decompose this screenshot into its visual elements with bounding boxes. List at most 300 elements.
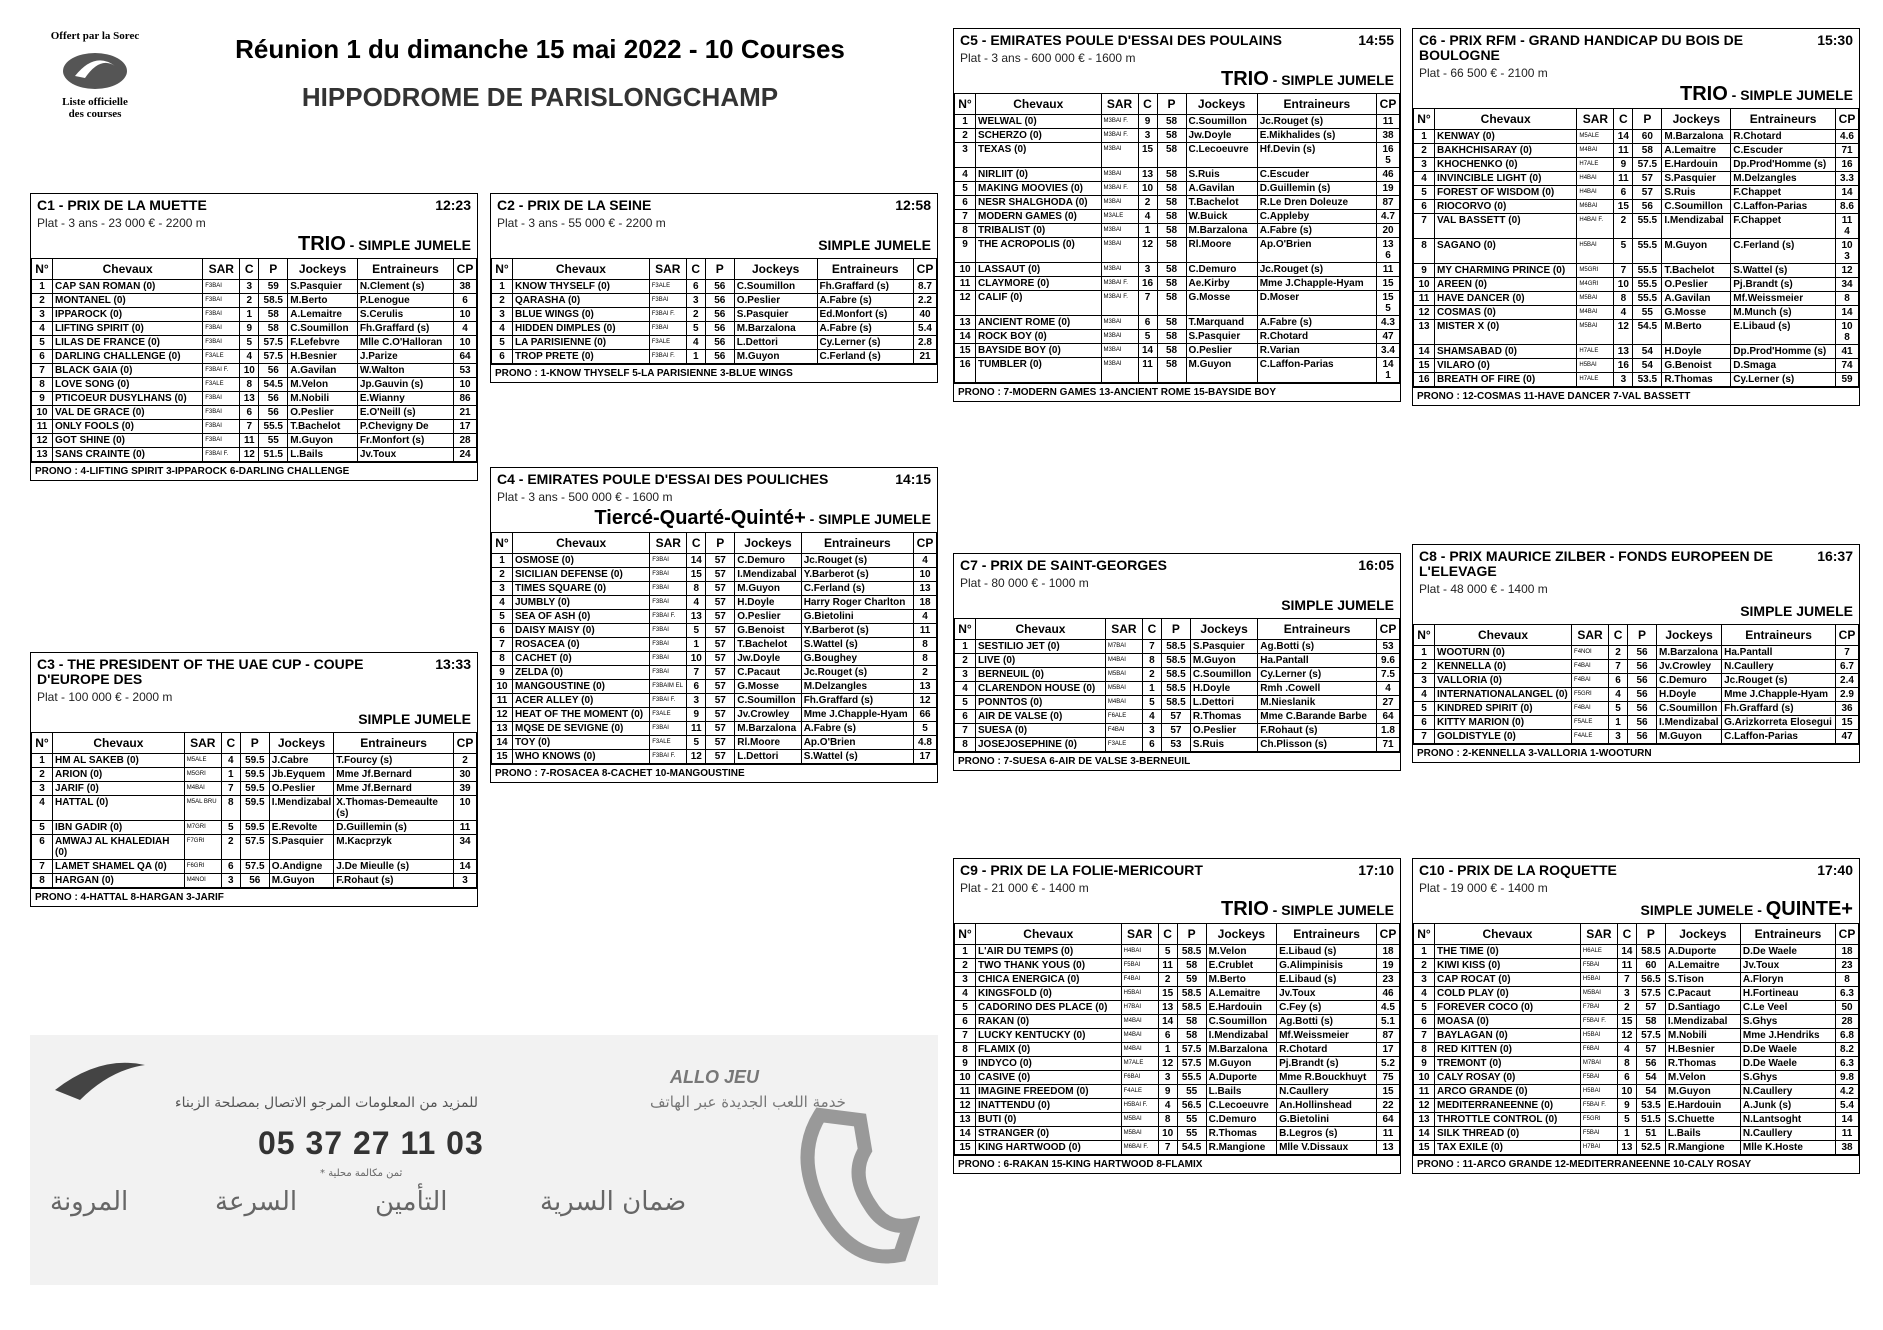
table-cell: M3BAI F. bbox=[1101, 115, 1138, 129]
table-cell: IPPAROCK (0) bbox=[53, 308, 203, 322]
column-header: Jockeys bbox=[734, 259, 817, 280]
table-cell: 15 bbox=[1614, 200, 1633, 214]
table-cell: 53.5 bbox=[1636, 1099, 1665, 1113]
table-cell: F4BAI bbox=[1105, 724, 1142, 738]
race-title-bar bbox=[31, 653, 477, 687]
table-cell: FOREST OF WISDOM (0) bbox=[1435, 186, 1577, 200]
table-cell: 55.5 bbox=[259, 420, 288, 434]
table-cell: I.Mendizabal bbox=[1665, 1015, 1740, 1029]
table-cell: F3BAI bbox=[203, 392, 240, 406]
table-cell: 15 bbox=[955, 1141, 976, 1155]
table-cell: E.Hardouin bbox=[1662, 158, 1731, 172]
table-cell: Cy.Lerner (s) bbox=[1731, 373, 1836, 387]
table-cell: 14 bbox=[1158, 1015, 1177, 1029]
table-cell: 58.5 bbox=[1161, 682, 1190, 696]
table-cell: F.Chappet bbox=[1731, 214, 1836, 239]
race-prono: PRONO : 7-ROSACEA 8-CACHET 10-MANGOUSTINE bbox=[491, 764, 937, 782]
table-cell: 3 bbox=[1609, 730, 1628, 744]
table-cell: A.Fabre (s) bbox=[1257, 316, 1376, 330]
table-cell: 2.2 bbox=[914, 294, 937, 308]
table-cell: H.Fortineau bbox=[1740, 987, 1835, 1001]
table-cell: 5.1 bbox=[1377, 1015, 1400, 1029]
table-cell: O.Peslier bbox=[288, 406, 358, 420]
table-row bbox=[492, 722, 937, 736]
table-cell: 15 bbox=[492, 750, 513, 764]
table-cell: F3ALE bbox=[650, 736, 687, 750]
race-time: 12:58 bbox=[895, 197, 931, 213]
table-cell: 8 bbox=[32, 378, 53, 392]
table-cell: 13 bbox=[1377, 1141, 1400, 1155]
table-cell: 5 bbox=[32, 336, 53, 350]
table-cell: 56 bbox=[705, 280, 734, 294]
table-row bbox=[955, 316, 1400, 330]
table-row bbox=[492, 652, 937, 666]
table-cell: ANCIENT ROME (0) bbox=[976, 316, 1102, 330]
table-cell: C.Soumillon bbox=[1190, 668, 1257, 682]
table-cell: 14 bbox=[1836, 1113, 1859, 1127]
table-cell: F5BAI bbox=[1121, 959, 1158, 973]
table-cell: TEXAS (0) bbox=[976, 143, 1102, 168]
table-cell: 5 bbox=[955, 182, 976, 196]
table-cell: 56 bbox=[259, 364, 288, 378]
table-cell: 1 bbox=[240, 308, 259, 322]
table-cell: F4ALE bbox=[1572, 730, 1609, 744]
bet-small: SIMPLE JUMELE - bbox=[1640, 902, 1766, 918]
table-cell: M.Barzalona bbox=[735, 722, 801, 736]
table-cell: BLUE WINGS (0) bbox=[513, 308, 650, 322]
table-cell: BREATH OF FIRE (0) bbox=[1435, 373, 1577, 387]
table-cell: F5BAI bbox=[1580, 959, 1617, 973]
table-cell: P.Chevigny De bbox=[357, 420, 453, 434]
table-cell: 2 bbox=[492, 568, 513, 582]
table-cell: 10 bbox=[454, 796, 477, 821]
table-cell: 5 bbox=[1414, 702, 1435, 716]
table-row bbox=[955, 224, 1400, 238]
table-cell: 4 bbox=[1142, 710, 1161, 724]
table-cell: Y.Barberot (s) bbox=[801, 568, 913, 582]
table-row bbox=[1414, 660, 1859, 674]
table-cell: 51.5 bbox=[1636, 1113, 1665, 1127]
table-cell: F3BAI bbox=[650, 652, 687, 666]
column-header: Entraineurs bbox=[817, 259, 913, 280]
column-header: Entraineurs bbox=[334, 733, 454, 754]
table-row bbox=[1414, 646, 1859, 660]
table-cell: M3BAI bbox=[1101, 196, 1138, 210]
table-cell: 10 bbox=[454, 308, 477, 322]
table-cell: 10 bbox=[32, 406, 53, 420]
table-cell: 57 bbox=[706, 708, 735, 722]
column-header: Entraineurs bbox=[1257, 94, 1376, 115]
table-cell: F5BAI bbox=[1580, 1127, 1617, 1141]
table-cell: 13 bbox=[955, 316, 976, 330]
column-header: Jockeys bbox=[1665, 924, 1740, 945]
table-cell: 3 bbox=[955, 973, 976, 987]
race-card-c8 bbox=[1412, 544, 1860, 763]
table-row bbox=[32, 768, 477, 782]
table-cell: 7 bbox=[687, 666, 706, 680]
runners-table bbox=[1413, 624, 1859, 744]
table-row bbox=[955, 1071, 1400, 1085]
table-cell: M4BAI bbox=[184, 782, 221, 796]
table-cell: M4BAI bbox=[1105, 696, 1142, 710]
column-header: C bbox=[1158, 924, 1177, 945]
table-cell: 55 bbox=[1177, 1113, 1206, 1127]
table-cell: N.Caullery bbox=[1740, 1127, 1835, 1141]
table-cell: 15 bbox=[1138, 143, 1157, 168]
table-row bbox=[955, 330, 1400, 344]
race-name: C10 - PRIX DE LA ROQUETTE bbox=[1419, 862, 1617, 878]
table-cell: 9 bbox=[955, 238, 976, 263]
column-header: N° bbox=[492, 259, 513, 280]
table-cell: OSMOSE (0) bbox=[513, 554, 650, 568]
table-row bbox=[1414, 1071, 1859, 1085]
table-cell: 39 bbox=[454, 782, 477, 796]
table-cell: 58.5 bbox=[1161, 668, 1190, 682]
race-name: C7 - PRIX DE SAINT-GEORGES bbox=[960, 557, 1167, 573]
table-cell: LASSAUT (0) bbox=[976, 263, 1102, 277]
table-cell: M4BAI bbox=[1577, 306, 1614, 320]
table-cell: KENNELLA (0) bbox=[1435, 660, 1572, 674]
table-cell: 14 bbox=[955, 1127, 976, 1141]
table-cell: L.Bails bbox=[288, 448, 358, 462]
table-cell: A.Lemaitre bbox=[288, 308, 358, 322]
table-cell: THROTTLE CONTROL (0) bbox=[1435, 1113, 1581, 1127]
table-cell: 57.5 bbox=[240, 835, 269, 860]
table-cell: 2 bbox=[686, 308, 705, 322]
table-cell: 2 bbox=[32, 768, 53, 782]
table-cell: 8 bbox=[1836, 292, 1859, 306]
table-cell: 6 bbox=[1142, 738, 1161, 752]
table-cell: O.Andigne bbox=[269, 860, 333, 874]
table-cell: 57 bbox=[706, 596, 735, 610]
table-cell: 14 bbox=[1836, 186, 1859, 200]
table-cell: A.Lemaitre bbox=[1662, 144, 1731, 158]
column-header: CP bbox=[914, 533, 937, 554]
column-header: N° bbox=[32, 259, 53, 280]
table-cell: M3BAI bbox=[1101, 344, 1138, 358]
table-cell: 58 bbox=[1157, 196, 1186, 210]
table-cell: 1 bbox=[1138, 224, 1157, 238]
table-cell: 4 bbox=[1377, 682, 1400, 696]
table-row bbox=[1414, 730, 1859, 744]
table-row bbox=[1414, 1127, 1859, 1141]
column-header: CP bbox=[1377, 924, 1400, 945]
table-cell: 57 bbox=[706, 736, 735, 750]
table-cell: I.Mendizabal bbox=[1206, 1029, 1276, 1043]
table-cell: Ed.Monfort (s) bbox=[817, 308, 913, 322]
table-cell: 15 5 bbox=[1377, 291, 1400, 316]
table-cell: 2 bbox=[1617, 1001, 1636, 1015]
table-row bbox=[492, 280, 937, 294]
race-time: 14:55 bbox=[1358, 32, 1394, 48]
table-cell: R.Chotard bbox=[1257, 330, 1376, 344]
table-cell: 4 bbox=[955, 682, 976, 696]
table-row bbox=[492, 736, 937, 750]
table-row bbox=[955, 291, 1400, 316]
race-conditions: Plat - 3 ans - 23 000 € - 2200 m bbox=[37, 216, 206, 230]
table-cell: 8 bbox=[1836, 973, 1859, 987]
table-cell: F5GRI bbox=[1572, 688, 1609, 702]
table-cell: LOVE SONG (0) bbox=[53, 378, 203, 392]
table-cell: 8 bbox=[914, 638, 937, 652]
table-row bbox=[1414, 702, 1859, 716]
column-header: P bbox=[1161, 619, 1190, 640]
table-cell: Mme Jf.Bernard bbox=[334, 782, 454, 796]
table-cell: S.Pasquier bbox=[269, 835, 333, 860]
table-cell: 4 bbox=[914, 554, 937, 568]
table-row bbox=[32, 821, 477, 835]
column-header: Entraineurs bbox=[1740, 924, 1835, 945]
table-cell: Jp.Gauvin (s) bbox=[357, 378, 453, 392]
table-cell: 58 bbox=[1177, 1015, 1206, 1029]
table-cell: 15 bbox=[1836, 716, 1859, 730]
table-cell: 7 bbox=[1138, 291, 1157, 316]
table-cell: 2 bbox=[1414, 959, 1435, 973]
table-cell: M3BAI F. bbox=[1101, 182, 1138, 196]
column-header: SAR bbox=[203, 259, 240, 280]
table-cell: MQSE DE SEVIGNE (0) bbox=[513, 722, 650, 736]
table-cell: C.Soumillon bbox=[1662, 200, 1731, 214]
table-cell: 13 bbox=[240, 392, 259, 406]
table-cell: Jv.Toux bbox=[357, 448, 453, 462]
table-cell: Dp.Prod'Homme (s) bbox=[1731, 158, 1836, 172]
table-cell: MANGOUSTINE (0) bbox=[513, 680, 650, 694]
table-cell: M7ALE bbox=[1121, 1057, 1158, 1071]
table-cell: 4 bbox=[955, 168, 976, 182]
table-cell: L'AIR DU TEMPS (0) bbox=[976, 945, 1122, 959]
table-cell: 3 bbox=[492, 582, 513, 596]
table-cell: 4 bbox=[1158, 1099, 1177, 1113]
table-cell: 56 bbox=[705, 336, 734, 350]
table-cell: 3 bbox=[492, 308, 513, 322]
table-cell: 58 bbox=[1157, 330, 1186, 344]
table-cell: 57 bbox=[706, 680, 735, 694]
table-cell: 10 bbox=[955, 263, 976, 277]
table-cell: 3 bbox=[687, 694, 706, 708]
table-cell: F4BAI bbox=[1572, 660, 1609, 674]
table-cell: 9 bbox=[492, 666, 513, 680]
table-cell: 58 bbox=[1177, 959, 1206, 973]
column-header: Jockeys bbox=[1190, 619, 1257, 640]
table-cell: TOY (0) bbox=[513, 736, 650, 750]
table-cell: 15 bbox=[1377, 277, 1400, 291]
table-cell: S.Pasquier bbox=[288, 280, 358, 294]
table-cell: 2 bbox=[955, 654, 976, 668]
table-cell: G.Arizkorreta Elosegui bbox=[1722, 716, 1836, 730]
column-header: Chevaux bbox=[1435, 625, 1572, 646]
table-cell: H5BAI bbox=[1580, 1085, 1617, 1099]
table-cell: COLD PLAY (0) bbox=[1435, 987, 1581, 1001]
table-row bbox=[1414, 987, 1859, 1001]
table-cell: NIRLIIT (0) bbox=[976, 168, 1102, 182]
table-cell: 55 bbox=[1177, 1085, 1206, 1099]
table-cell: Mlle C.O'Halloran bbox=[357, 336, 453, 350]
table-cell: M5BAI bbox=[1577, 292, 1614, 306]
column-header: C bbox=[686, 259, 705, 280]
table-cell: H.Doyle bbox=[1662, 345, 1731, 359]
table-cell: 11 bbox=[1414, 1085, 1435, 1099]
table-cell: Rl.Moore bbox=[735, 736, 801, 750]
table-cell: 12 bbox=[955, 1099, 976, 1113]
table-row bbox=[32, 434, 477, 448]
table-cell: SAGANO (0) bbox=[1435, 239, 1577, 264]
table-cell: 2 bbox=[955, 129, 976, 143]
table-cell: 57.5 bbox=[1177, 1043, 1206, 1057]
race-name: C1 - PRIX DE LA MUETTE bbox=[37, 197, 207, 213]
liste-text-1: Liste officielle bbox=[62, 96, 128, 108]
table-cell: 2.8 bbox=[914, 336, 937, 350]
table-row bbox=[32, 448, 477, 462]
column-header: Entraineurs bbox=[801, 533, 913, 554]
table-cell: E.Mikhalides (s) bbox=[1257, 129, 1376, 143]
table-row bbox=[1414, 945, 1859, 959]
table-row bbox=[955, 973, 1400, 987]
table-cell: 8 bbox=[1142, 654, 1161, 668]
table-cell: 58.5 bbox=[1161, 696, 1190, 710]
table-cell: H4BAI bbox=[1577, 186, 1614, 200]
table-cell: 2.9 bbox=[1836, 688, 1859, 702]
table-cell: 5 bbox=[1609, 702, 1628, 716]
table-cell: 8 bbox=[492, 652, 513, 666]
table-cell: J.De Mieulle (s) bbox=[334, 860, 454, 874]
table-cell: Jv.Crowley bbox=[1657, 660, 1722, 674]
table-row bbox=[955, 196, 1400, 210]
table-cell: M.Nieslanik bbox=[1258, 696, 1377, 710]
table-cell: M5AL BRU bbox=[184, 796, 221, 821]
table-cell: 10 bbox=[1158, 1127, 1177, 1141]
table-cell: I.Mendizabal bbox=[735, 568, 801, 582]
table-row bbox=[492, 308, 937, 322]
table-cell: TROP PRETE (0) bbox=[513, 350, 650, 364]
allojeu-ad bbox=[30, 1035, 938, 1285]
table-cell: PTICOEUR DUSYLHANS (0) bbox=[53, 392, 203, 406]
table-cell: 7 bbox=[955, 210, 976, 224]
table-cell: QARASHA (0) bbox=[513, 294, 650, 308]
table-cell: 56 bbox=[1628, 688, 1657, 702]
table-cell: H4BAI bbox=[1577, 172, 1614, 186]
table-cell: M3BAI bbox=[1101, 224, 1138, 238]
table-cell: M5BAI bbox=[1121, 1127, 1158, 1141]
table-cell: 1 bbox=[492, 554, 513, 568]
race-title-bar bbox=[491, 194, 937, 213]
table-cell: JARIF (0) bbox=[53, 782, 185, 796]
table-cell: 58 bbox=[1157, 210, 1186, 224]
table-cell: T.Fourcy (s) bbox=[334, 754, 454, 768]
table-cell: 7 bbox=[955, 1029, 976, 1043]
table-cell: RIOCORVO (0) bbox=[1435, 200, 1577, 214]
table-cell: 30 bbox=[454, 768, 477, 782]
table-cell: H5BAI F. bbox=[1121, 1099, 1158, 1113]
table-cell: H7ALE bbox=[1577, 345, 1614, 359]
table-cell: Ag.Botti (s) bbox=[1277, 1015, 1377, 1029]
table-cell: 4.3 bbox=[1377, 316, 1400, 330]
table-cell: TAX EXILE (0) bbox=[1435, 1141, 1581, 1155]
table-cell: 58 bbox=[1157, 316, 1186, 330]
table-cell: F3BAI bbox=[650, 582, 687, 596]
table-cell: 57.5 bbox=[240, 860, 269, 874]
table-cell: 1 bbox=[687, 638, 706, 652]
table-cell: 53 bbox=[1377, 640, 1400, 654]
table-cell: 41 bbox=[1836, 345, 1859, 359]
table-cell: M.Guyon bbox=[288, 434, 358, 448]
bet-small: - SIMPLE JUMELE bbox=[345, 237, 471, 253]
table-row bbox=[492, 694, 937, 708]
table-cell: E.Hardouin bbox=[1665, 1099, 1740, 1113]
table-row bbox=[955, 1127, 1400, 1141]
table-cell: M.Berto bbox=[1206, 973, 1276, 987]
table-cell: SICILIAN DEFENSE (0) bbox=[513, 568, 650, 582]
table-cell: 10 bbox=[687, 652, 706, 666]
table-cell: 58 bbox=[1157, 143, 1186, 168]
table-cell: 86 bbox=[454, 392, 477, 406]
table-cell: 59.5 bbox=[240, 782, 269, 796]
table-cell: 87 bbox=[1377, 196, 1400, 210]
table-cell: MODERN GAMES (0) bbox=[976, 210, 1102, 224]
race-name: C4 - EMIRATES POULE D'ESSAI DES POULICHES bbox=[497, 471, 829, 487]
table-cell: M.Guyon bbox=[1657, 730, 1722, 744]
table-cell: 7 bbox=[32, 364, 53, 378]
race-name: C5 - EMIRATES POULE D'ESSAI DES POULAINS bbox=[960, 32, 1282, 48]
table-cell: M5BAI bbox=[1580, 987, 1617, 1001]
table-cell: BLACK GAIA (0) bbox=[53, 364, 203, 378]
table-cell: 60 bbox=[1633, 130, 1662, 144]
table-cell: LIFTING SPIRIT (0) bbox=[53, 322, 203, 336]
table-cell: A.Fabre (s) bbox=[1257, 224, 1376, 238]
table-cell: 12 bbox=[32, 434, 53, 448]
table-cell: 12 bbox=[914, 694, 937, 708]
race-bets bbox=[491, 233, 937, 258]
runners-table bbox=[954, 93, 1400, 383]
table-cell: 2 bbox=[492, 294, 513, 308]
table-cell: 1 bbox=[221, 768, 240, 782]
table-cell: 6 bbox=[240, 406, 259, 420]
table-row bbox=[1414, 973, 1859, 987]
table-cell: F3BAI bbox=[650, 638, 687, 652]
race-conditions: Plat - 21 000 € - 1400 m bbox=[960, 881, 1089, 895]
table-cell: 9.8 bbox=[1836, 1071, 1859, 1085]
race-title-bar bbox=[954, 29, 1400, 48]
table-cell: 4 bbox=[1609, 688, 1628, 702]
column-header: N° bbox=[1414, 109, 1435, 130]
race-prono: PRONO : 2-KENNELLA 3-VALLORIA 1-WOOTURN bbox=[1413, 744, 1859, 762]
table-cell: F3BAI bbox=[650, 596, 687, 610]
column-header: C bbox=[1142, 619, 1161, 640]
bet-small: - SIMPLE JUMELE bbox=[1268, 902, 1394, 918]
table-cell: 1 bbox=[1142, 682, 1161, 696]
table-cell: 6 bbox=[1414, 200, 1435, 214]
table-cell: 1 bbox=[1609, 716, 1628, 730]
table-cell: C.Demuro bbox=[1657, 674, 1722, 688]
ad-cost-text: * ثمن مكالمة محلية bbox=[320, 1168, 403, 1179]
table-row bbox=[955, 1141, 1400, 1155]
table-cell: 55.5 bbox=[1633, 292, 1662, 306]
table-cell: MY CHARMING PRINCE (0) bbox=[1435, 264, 1577, 278]
table-row bbox=[492, 336, 937, 350]
table-cell: E.Revolte bbox=[269, 821, 333, 835]
race-card-c7 bbox=[953, 553, 1401, 771]
table-cell: F7GRI bbox=[184, 835, 221, 860]
table-cell: 56 bbox=[705, 350, 734, 364]
race-prono: PRONO : 12-COSMAS 11-HAVE DANCER 7-VAL BASSETT bbox=[1413, 387, 1859, 405]
table-cell: M3BAI F. bbox=[1101, 129, 1138, 143]
table-row bbox=[1414, 214, 1859, 239]
table-row bbox=[955, 1029, 1400, 1043]
table-cell: 8 bbox=[955, 738, 976, 752]
bet-small: SIMPLE JUMELE bbox=[358, 711, 471, 727]
table-cell: M4NOI bbox=[184, 874, 221, 888]
table-cell: 5.4 bbox=[914, 322, 937, 336]
table-cell: F3BAI bbox=[203, 420, 240, 434]
